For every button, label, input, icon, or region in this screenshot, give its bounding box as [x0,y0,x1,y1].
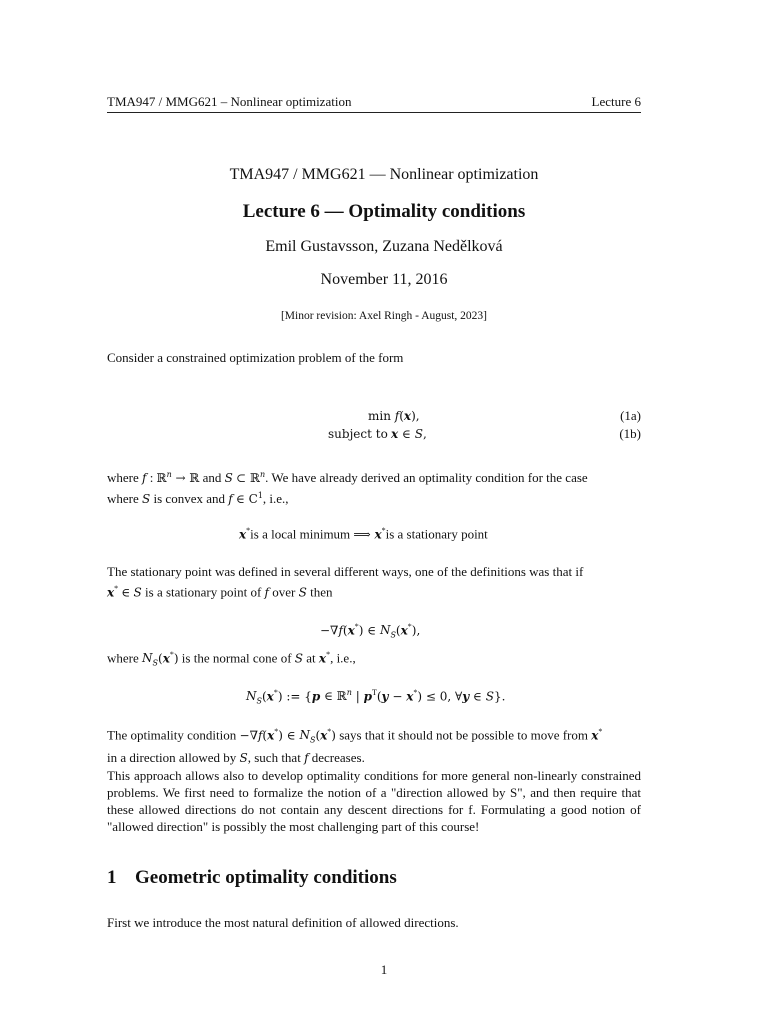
paragraph-2: where f : ℝ$^n$ → ℝ and S ⊂ ℝ$^n$. We have already derived an optimality condition for the case where S is convex and f ∈ $C^1$, i.e., [107,470,588,506]
equation-normal-cone-inclusion: −∇f(x*) ∈ $N_S(x^*)$, [320,622,421,640]
header-course: TMA947 / MMG621 – Nonlinear optimization [107,94,352,109]
lecture-title: Lecture 6 — Optimality conditions [242,201,526,222]
equation-normal-cone-definition: $N_S(x^*)$ := {p ∈ ℝ$^n$ | $p^T(y - x^*) \le 0$, ∀y ∈ S}. [246,688,506,706]
equation-1b: subject to x ∈ S, [328,427,427,441]
revision-note: [Minor revision: Axel Ringh - August, 2023] [280,310,488,322]
paragraph-5: The optimality condition −∇f(x*) ∈ $N_S(x^*)$ says that it should not be possible to move from x* in a direction allowed by S, such that f decreases. [107,727,603,765]
header-lecture: Lecture 6 [591,94,641,109]
section-number: 1 [107,867,117,888]
date: November 11, 2016 [320,271,448,288]
paragraph-3: The stationary point was defined in several different ways, one of the definitions was that if x* ∈ S is a stationary point of f over S then [107,564,584,600]
paragraph-4: where $N_S(x^*)$ is the normal cone of S at x*, i.e., [107,650,356,668]
authors: Emil Gustavsson, Zuzana Nedělková [265,238,503,255]
section-title: Geometric optimality conditions [135,867,397,888]
header-rule [107,112,641,113]
equation-1a: min f(x), [368,409,420,423]
equation-1b-label: (1b) [619,426,641,441]
equation-1a-label: (1a) [620,408,641,423]
implication-statement: x*is a local minimum ⟹ x*is a stationary point [239,526,488,542]
paragraph-6: This approach allows also to develop optimality conditions for more general non-linearly constrained problems. We first need to formalize the notion of a "direction allowed by S", and then require that these allowed directions do not contain any descent directions for f. Formulating a good notion of "allowed direction" is possibly the most challenging part of this course! [107,768,641,834]
equation-1b-prefix: subject to [328,427,388,441]
paragraph-7: First we introduce the most natural definition of allowed directions. [107,915,459,930]
page-number: 1 [380,962,388,977]
section-heading [107,867,397,889]
course-title: TMA947 / MMG621 — Nonlinear optimization [229,166,539,183]
intro-paragraph: Consider a constrained optimization problem of the form [107,350,404,365]
